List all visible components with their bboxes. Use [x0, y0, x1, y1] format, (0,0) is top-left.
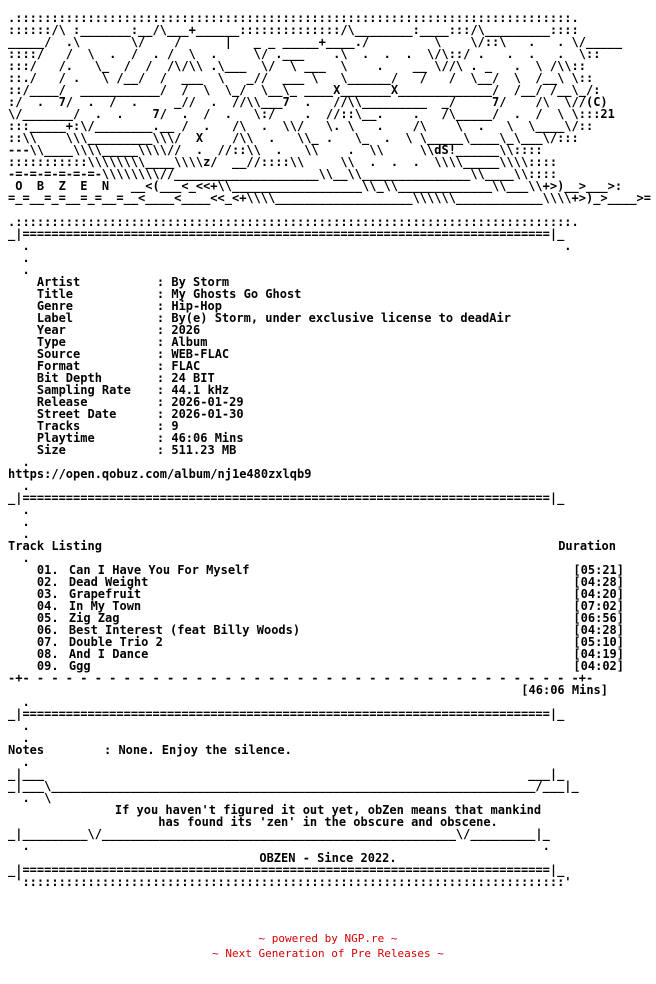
release-field-row: Street Date : 2026-01-30 [36, 407, 244, 421]
duration-heading: Duration [558, 539, 616, 553]
field-label: Artist [36, 275, 81, 289]
field-value: My Ghosts Go Ghost [171, 287, 302, 301]
section-divider: _|=========================================================================|_ [8, 707, 565, 721]
track-duration: [04:28] [573, 575, 624, 589]
field-label: Year [36, 323, 66, 337]
track-number: 09. [36, 659, 59, 673]
field-value: By(e) Storm, under exclusive license to deadAir [171, 311, 511, 325]
field-label: Release [36, 395, 88, 409]
track-title: Can I Have You For Myself [68, 563, 250, 577]
track-title: Grapefruit [68, 587, 142, 601]
release-info [8, 276, 648, 456]
border-line: . . [8, 239, 572, 253]
notes-value: : None. Enjoy the silence. [104, 743, 292, 757]
track-duration: [05:21] [573, 563, 624, 577]
release-field-row: Sampling Rate : 44.1 kHz [36, 383, 230, 397]
field-value: 2026-01-30 [171, 407, 244, 421]
track-duration: [06:56] [573, 611, 624, 625]
track-number: 06. [36, 623, 59, 637]
field-label: Size [36, 443, 66, 457]
credit-line-2: ~ Next Generation of Pre Releases ~ [212, 947, 444, 960]
release-field-row: Type : Album [36, 335, 208, 349]
release-field-row: Playtime : 46:06 Mins [36, 431, 244, 445]
track-title: Ggg [68, 659, 91, 673]
field-value: By Storm [171, 275, 230, 289]
release-field-row: Source : WEB-FLAC [36, 347, 230, 361]
credit-line-1: ~ powered by NGP.re ~ [258, 932, 398, 945]
track-number: 08. [36, 647, 59, 661]
field-value: 511.23 MB [171, 443, 237, 457]
field-label: Street Date [36, 407, 117, 421]
total-playtime: [46:06 Mins] [521, 683, 608, 697]
section-divider: .:::::::::::::::::::::::::::::::::::::::::::::::::::::::::::::::::::::::::::::. _|=========================================================================|_ [8, 215, 579, 241]
track-number: 04. [36, 599, 59, 613]
release-url[interactable]: https://open.qobuz.com/album/nj1e480zxlqb9 [8, 467, 312, 481]
release-field-row: Year : 2026 [36, 323, 201, 337]
release-field-row: Bit Depth : 24 BIT [36, 371, 215, 385]
track-row [8, 648, 648, 660]
nfo-document: .:::::::::::::::::::::::::::::::::::::::::::::::::::::::::::::::::::::::::::::. ::::::/\ :_______:__/\___+______::::::::::::::/\________:____:::/\_________:::: _____/ .\ \/ / | _ _ _____+____./ \ \/::\ . . \/_____ ::::/ / \ . / . / \ . \/ .___ .\ . . . \/\::/ . . . . \:: :::/ /. \_ / / /\/\\ .\___ \/ \ ___ \ . __ \//\ . _ . \ /\\:: ::./ / . \ /__/ / ___ \ _// ___ \ \______/ / / \__/ \ /__\ \:: ::/____/ ___________/ / \ \_/ \__\_ ____X_______X_____________/ /__/ /__\_/: :/ . 7/ . / . _// . //\\___7 . //\\_________ _/ 7/ /\ \//(C) \/_______/ . . 7/ . / . \:/ . //::\__. . /\_____/ . / \ \:::21 :::_____+:\/________.__ / . /\ . \\/ \. \ . /\ \ . \ \____\/:: ::\\ \\\_________\\\/ X /\\ . \\_ . \_ . \ \_____\____\_\___\/::: ---\\____\\\\_____\\\\// . //::\\ . \\ . \\ \\dS!______\\:::: :::::::::::\\\\\\\\____\\\\z/ __//::::\\ \\ . . . \\\\_____\\\\:::: -=-=-=-=-=-=-\\\\\\\\//____________________\\__\\_______________\\____\\:::: O B Z E N __<(___<_<<+\\__________________\\_\\_____________\\___\\+>)__>___>: =_=__=_=__=_=__=__<____<____<<_<+\\\\___________________\\\\\\____________\\\\+>)_>____>= .:::::::::::::::::::::::::::::::::::::::::::::::::::::::::::::::::::::::::::::. _|=========================================================================|_ . . . . Artist : By Storm Title : My Ghosts Go Ghost Genre : Hip-Hop Label : By(e) Storm, under exclusive license to deadAir Year : 2026 Type : Album Source : WEB-FLAC Format : FLAC Bit Depth : 24 BIT Sampling Rate : 44.1 kHz Release : 2026-01-29 Street Date : 2026-01-30 Tracks : 9 Playtime : 46:06 Mins Size : 511.23 MB . https://open.qobuz.com/album/nj1e480zxlqb9 . _|=========================================================================|_ . . . Track Listing Duration . 01. Can I Have You For Myself [05:21] 02. Dead Weight [04:28] 03. Grapefruit [04:20] 04. In My Town [07:02] 05. Zig Zag [06:56] 06. Best Interest (feat Billy Woods) [04:28] 07. Double Trio 2 [05:10] 08. And I Dance [04:19] 09. Ggg [04:02] -+- - - - - - - - - - - - - - - - - - - - - - - - - - - - - - - - - - - - - - -+- [46:06 Mins] . _|=========================================================================|_ . . Notes : None. Enjoy the silence. . _|___ ___|_ _|___\___________________________________________________________________/___|_ . \ If you haven't figured it out yet, obZen means that mankind has found its 'zen' in the obscure and obscene. _|_________\/_________________________________________________\/_________|_ . . OBZEN - Since 2022. _|=========================================================================|_ ':::::::::::::::::::::::::::::::::::::::::::::::::::::::::::::::::::::::::::' [8, 11, 651, 889]
tagline-box-top: _|___ ___|_ _|___\___________________________________________________________________/___|_ [8, 767, 579, 793]
footer-border: _|=========================================================================|_ ':::::::::::::::::::::::::::::::::::::::::::::::::::::::::::::::::::::::::::' [8, 863, 572, 889]
field-value: 44.1 kHz [171, 383, 230, 397]
track-duration: [04:28] [573, 623, 624, 637]
release-field-row: Genre : Hip-Hop [36, 299, 222, 313]
field-value: WEB-FLAC [171, 347, 230, 361]
release-field-row: Artist : By Storm [36, 275, 230, 289]
field-value: FLAC [171, 359, 201, 373]
release-field-row: Format : FLAC [36, 359, 201, 373]
release-field-row: Title : My Ghosts Go Ghost [36, 287, 302, 301]
track-duration: [04:02] [573, 659, 624, 673]
field-value: 2026 [171, 323, 201, 337]
field-value: 46:06 Mins [171, 431, 244, 445]
field-label: Sampling Rate [36, 383, 131, 397]
field-label: Bit Depth [36, 371, 102, 385]
track-number: 03. [36, 587, 59, 601]
tracklist-header [8, 540, 648, 552]
signature: OBZEN - Since 2022. [259, 851, 397, 865]
field-label: Title [36, 287, 74, 301]
ascii-banner: .:::::::::::::::::::::::::::::::::::::::::::::::::::::::::::::::::::::::::::::. ::::::/\ :_______:__/\___+______::::::::::::::/\________:____:::/\_________:::: _____/ .\ \/ / | _ _ _____+____./ \ \/::\ . . \/_____ ::::/ / \ . / . / \ . \/ .___ .\ . . . \/\::/ . . . . \:: :::/ /. \_ / / /\/\\ .\___ \/ \ ___ \ . __ \//\ . _ . \ /\\:: ::./ / . \ /__/ / ___ \ _// ___ \ \______/ / / \__/ \ /__\ \:: ::/____/ ___________/ / \ \_/ \__\_ ____X_______X_____________/ /__/ /__\_/: :/ . 7/ . / . _// . //\\___7 . //\\_________ _/ 7/ /\ \//(C) \/_______/ . . 7/ . / . \:/ . //::\__. . /\_____/ . / \ \:::21 :::_____+:\/________.__ / . /\ . \\/ \. \ . /\ \ . \ \____\/:: ::\\ \\\_________\\\/ X /\\ . \\_ . \_ . \ \_____\____\_\___\/::: ---\\____\\\\_____\\\\// . //::\\ . \\ . \\ \\dS!______\\:::: :::::::::::\\\\\\\\____\\\\z/ __//::::\\ \\ . . . \\\\_____\\\\:::: -=-=-=-=-=-=-\\\\\\\\//____________________\\__\\_______________\\____\\:::: [8, 11, 623, 181]
track-title: In My Town [68, 599, 142, 613]
section-divider: _|=========================================================================|_ [8, 491, 565, 505]
tagline-box-bottom: _|_________\/_________________________________________________\/_________|_ . . [8, 827, 550, 853]
obzen-logo-line: O B Z E N __<(___<_<<+\\__________________\\_\\_____________\\___\\+>)__>___>: [8, 179, 623, 193]
tagline-line-2: has found its 'zen' in the obscure and obscene. [158, 815, 498, 829]
track-duration: [04:20] [573, 587, 624, 601]
banner-bottom-line: =_=__=_=__=_=__=__<____<____<<_<+\\\\___________________\\\\\\____________\\\\+>)_>____>= [8, 191, 651, 205]
track-title: Dead Weight [68, 575, 149, 589]
tagline-line-1: If you haven't figured it out yet, obZen means that mankind [114, 803, 542, 817]
field-value: 24 BIT [171, 371, 215, 385]
track-duration: [05:10] [573, 635, 624, 649]
field-value: Album [171, 335, 208, 349]
field-value: Hip-Hop [171, 299, 222, 313]
tracklist-heading: Track Listing [8, 539, 102, 553]
field-label: Label [36, 311, 74, 325]
release-field-row: Tracks : 9 [36, 419, 179, 433]
field-label: Source [36, 347, 81, 361]
track-number: 07. [36, 635, 59, 649]
release-field-row: Release : 2026-01-29 [36, 395, 244, 409]
release-field-row: Label : By(e) Storm, under exclusive license to deadAir [36, 311, 511, 325]
notes-label: Notes [8, 743, 45, 757]
track-duration: [07:02] [573, 599, 624, 613]
track-title: Zig Zag [68, 611, 120, 625]
notes-row [8, 744, 648, 756]
track-duration: [04:19] [573, 647, 624, 661]
track-list [8, 564, 648, 672]
release-url-row [8, 468, 648, 480]
track-title: And I Dance [68, 647, 149, 661]
field-label: Genre [36, 299, 74, 313]
field-label: Format [36, 359, 81, 373]
field-label: Type [36, 335, 66, 349]
release-field-row: Size : 511.23 MB [36, 443, 237, 457]
field-value: 9 [171, 419, 179, 433]
track-title: Double Trio 2 [68, 635, 163, 649]
track-number: 01. [36, 563, 59, 577]
track-title: Best Interest (feat Billy Woods) [68, 623, 301, 637]
track-number: 05. [36, 611, 59, 625]
field-value: 2026-01-29 [171, 395, 244, 409]
field-label: Tracks [36, 419, 81, 433]
field-label: Playtime [36, 431, 95, 445]
track-number: 02. [36, 575, 59, 589]
